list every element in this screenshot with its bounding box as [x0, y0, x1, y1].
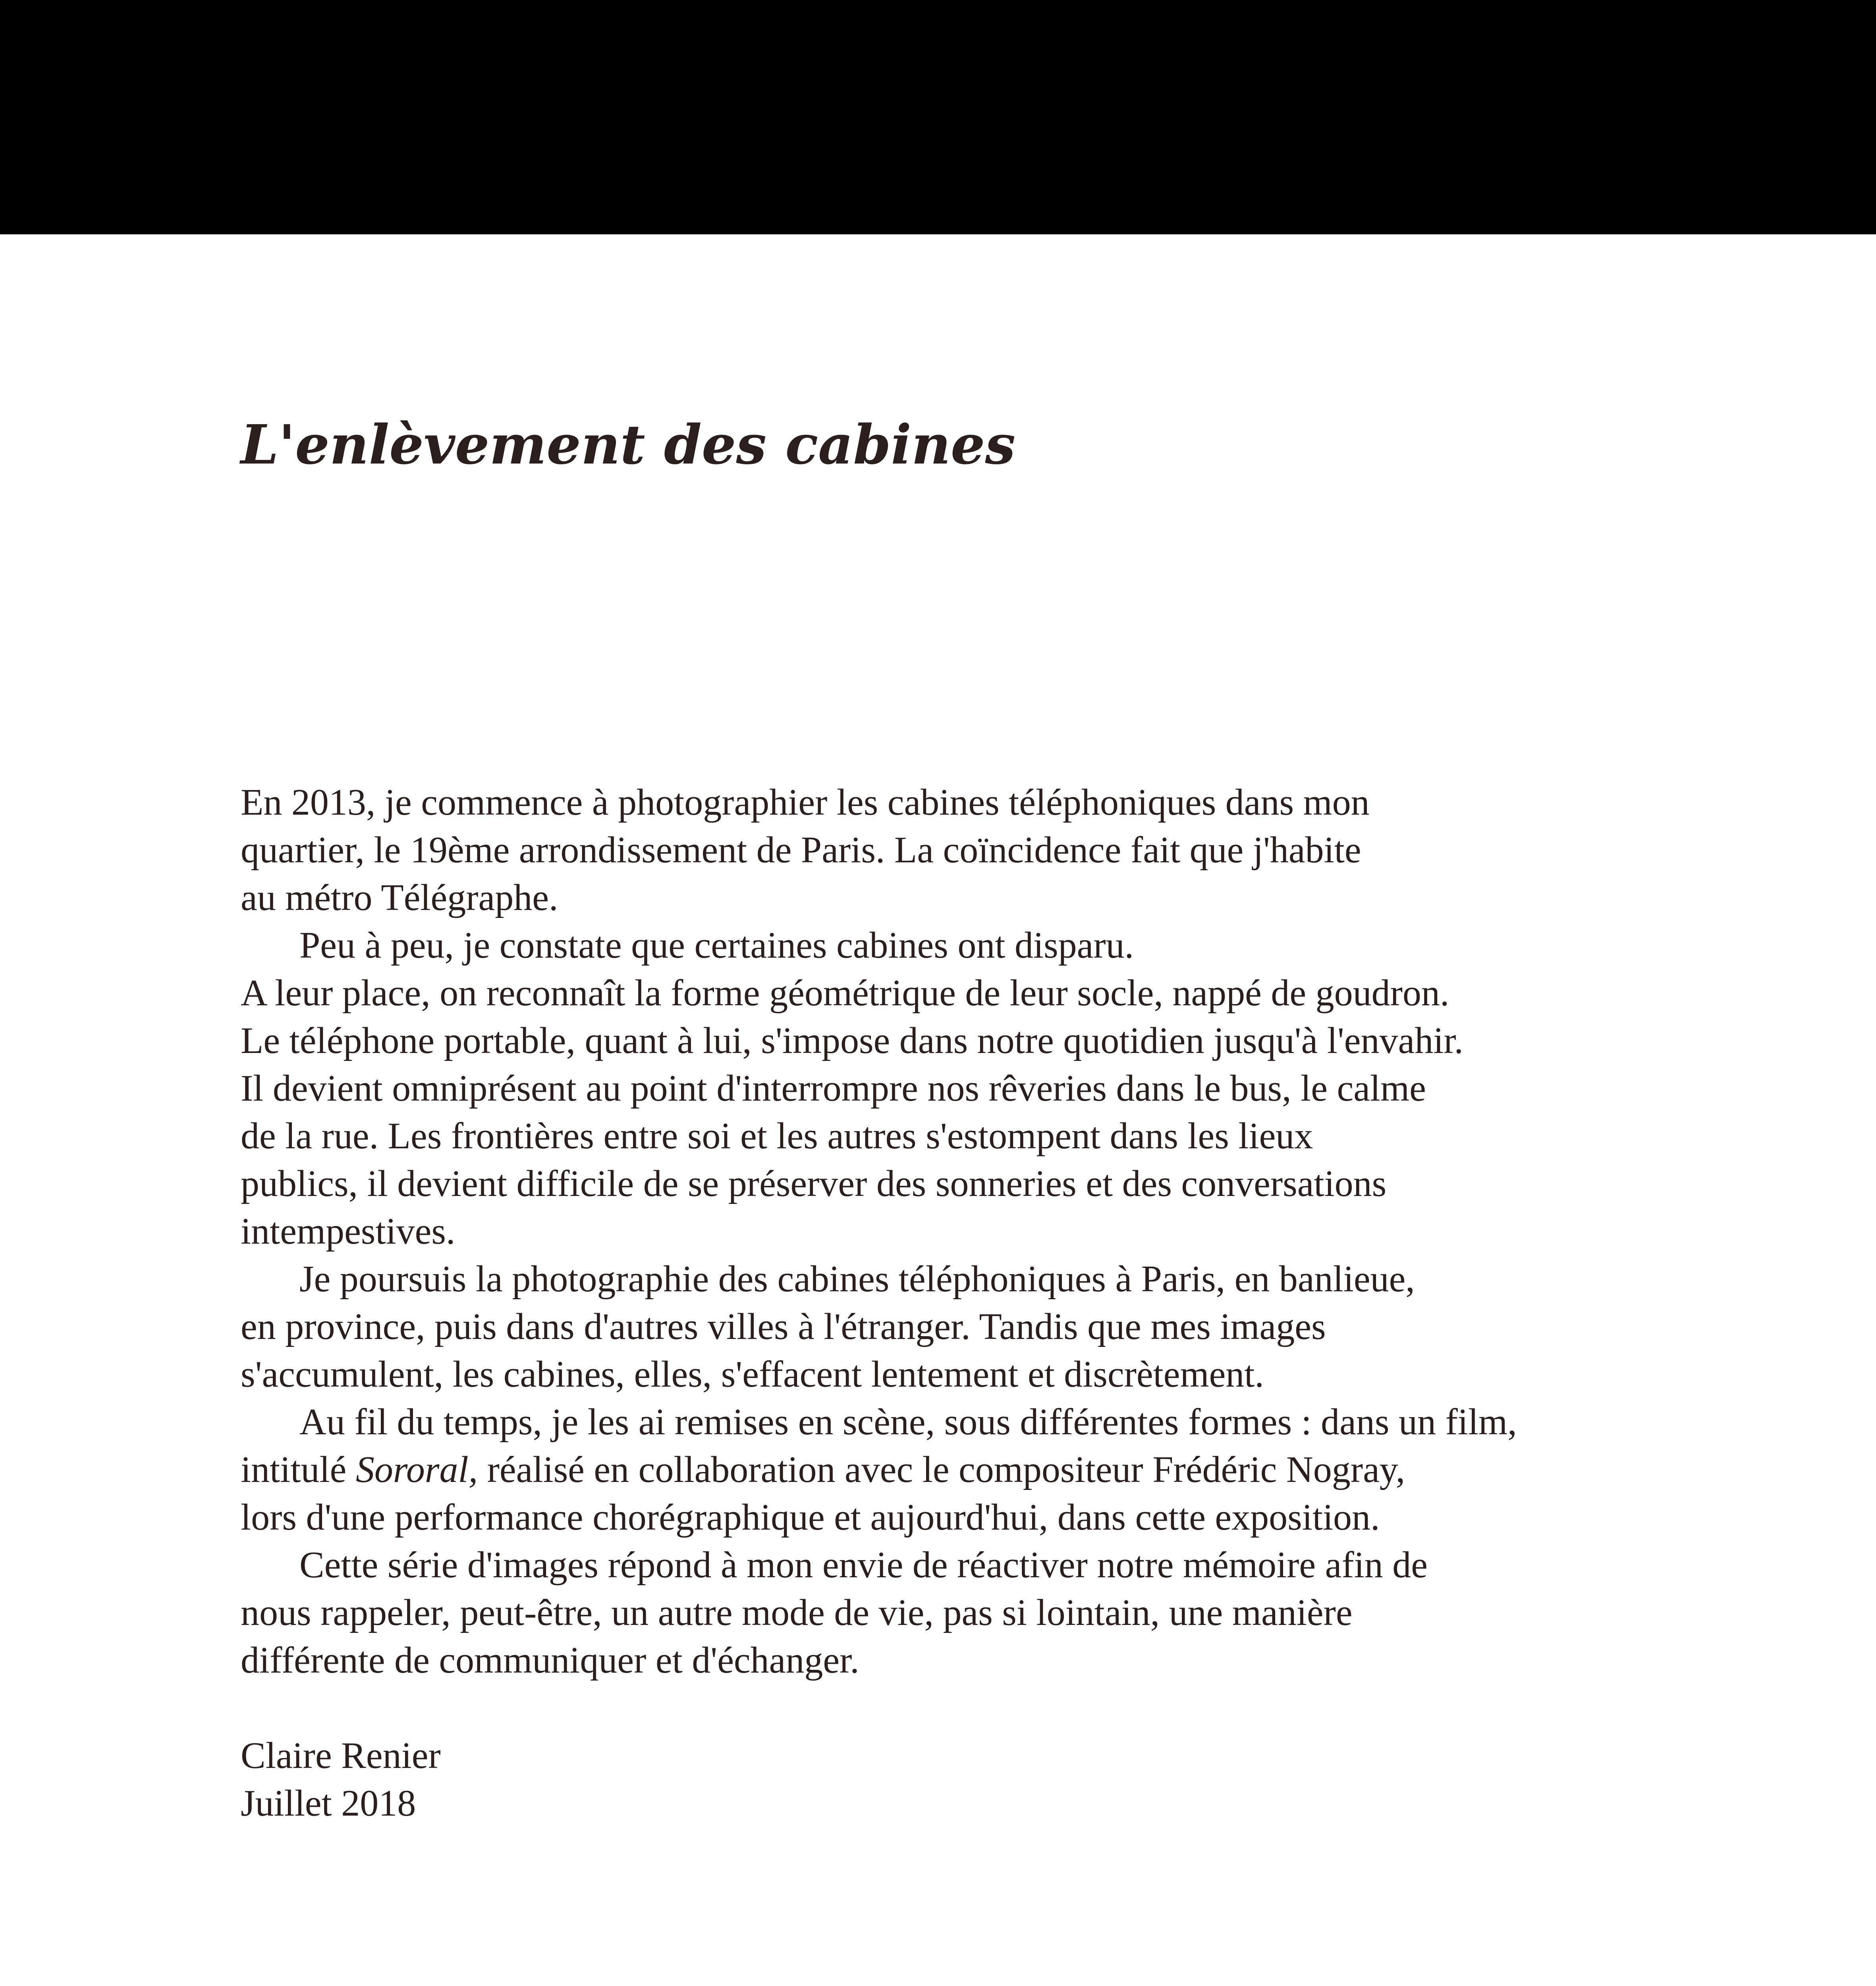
text-line-indented: Au fil du temps, je les ai remises en scène, sous différentes formes : dans un film,: [299, 1401, 1517, 1443]
text-line-indented: Cette série d'images répond à mon envie de réactiver notre mémoire afin de: [299, 1544, 1428, 1586]
text-line-with-film-title: [241, 1446, 1710, 1493]
text-line: Il devient omniprésent au point d'interrompre nos rêveries dans le bus, le calme: [241, 1068, 1426, 1109]
author-name: Claire Renier: [241, 1735, 441, 1776]
text-line-indented: Je poursuis la photographie des cabines téléphoniques à Paris, en banlieue,: [299, 1258, 1415, 1300]
text-line: en province, puis dans d'autres villes à l'étranger. Tandis que mes images: [241, 1306, 1326, 1347]
text-line: En 2013, je commence à photographier les cabines téléphoniques dans mon: [241, 782, 1370, 823]
signature-date: Juillet 2018: [241, 1783, 416, 1824]
document-title: L'enlèvement des cabines: [241, 413, 1016, 477]
text-fragment: réalisé en collaboration avec le compositeur Frédéric Nogray,: [478, 1449, 1405, 1490]
top-black-band: [0, 0, 1876, 234]
text-line: s'accumulent, les cabines, elles, s'effacent lentement et discrètement.: [241, 1354, 1264, 1395]
text-line: A leur place, on reconnaît la forme géométrique de leur socle, nappé de goudron.: [241, 972, 1449, 1014]
text-line: différente de communiquer et d'échanger.: [241, 1640, 859, 1681]
text-line-indented: Peu à peu, je constate que certaines cabines ont disparu.: [299, 925, 1134, 966]
text-line: lors d'une performance chorégraphique et aujourd'hui, dans cette exposition.: [241, 1497, 1380, 1538]
text-line: Le téléphone portable, quant à lui, s'impose dans notre quotidien jusqu'à l'envahir.: [241, 1020, 1463, 1061]
text-line: publics, il devient difficile de se préserver des sonneries et des conversations: [241, 1163, 1387, 1204]
film-title: Sororal,: [355, 1449, 478, 1490]
text-line: au métro Télégraphe.: [241, 877, 558, 918]
text-line: intempestives.: [241, 1211, 455, 1252]
text-fragment: intitulé: [241, 1449, 356, 1490]
text-line: nous rappeler, peut-être, un autre mode de vie, pas si lointain, une manière: [241, 1592, 1353, 1633]
signature-block: [241, 1732, 441, 1827]
body-text: [241, 779, 1710, 1684]
text-line: de la rue. Les frontières entre soi et les autres s'estompent dans les lieux: [241, 1115, 1313, 1157]
text-line: quartier, le 19ème arrondissement de Paris. La coïncidence fait que j'habite: [241, 829, 1361, 871]
